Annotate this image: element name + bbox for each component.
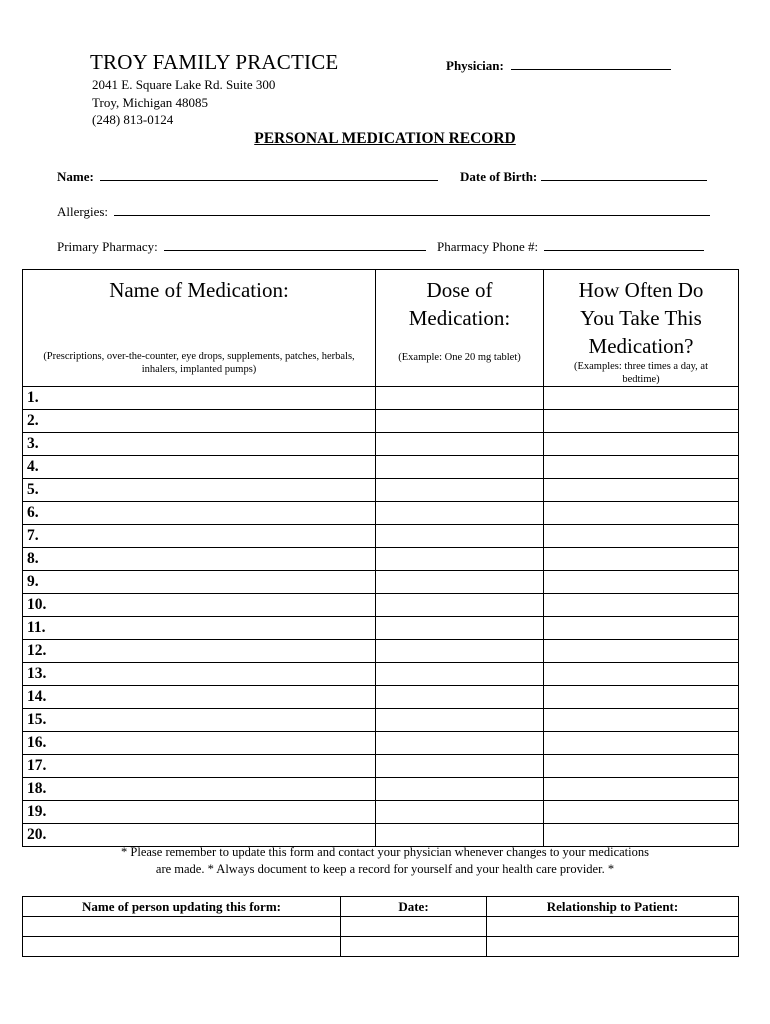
- medication-frequency-cell[interactable]: [544, 548, 739, 571]
- col-dose: [376, 270, 544, 387]
- medication-name-cell[interactable]: 4.: [23, 456, 376, 479]
- col2-title-line2: Medication:: [408, 306, 511, 330]
- dob-label: Date of Birth:: [460, 169, 538, 184]
- medication-frequency-cell[interactable]: [544, 525, 739, 548]
- medication-frequency-cell[interactable]: [544, 617, 739, 640]
- pharmacy-line[interactable]: [164, 239, 426, 251]
- physician-line[interactable]: [511, 58, 671, 70]
- medication-row[interactable]: [23, 571, 739, 594]
- col1-hint: (Prescriptions, over-the-counter, eye drops, supplements, patches, herbals, inhalers, implanted pumps): [43, 351, 355, 375]
- practice-name: TROY FAMILY PRACTICE: [90, 50, 339, 74]
- medication-dose-cell[interactable]: [376, 479, 544, 502]
- medication-row[interactable]: [23, 663, 739, 686]
- dob-field[interactable]: [460, 169, 707, 185]
- medication-dose-cell[interactable]: [376, 410, 544, 433]
- medication-row[interactable]: [23, 387, 739, 410]
- medication-dose-cell[interactable]: [376, 709, 544, 732]
- physician-field[interactable]: [446, 58, 671, 74]
- medication-table: [22, 269, 739, 847]
- medication-name-cell[interactable]: 14.: [23, 686, 376, 709]
- medication-name-cell[interactable]: 19.: [23, 801, 376, 824]
- update-col-date: Date:: [341, 897, 487, 917]
- medication-name-cell[interactable]: 15.: [23, 709, 376, 732]
- medication-row[interactable]: [23, 433, 739, 456]
- medication-name-cell[interactable]: 6.: [23, 502, 376, 525]
- medication-name-cell[interactable]: 9.: [23, 571, 376, 594]
- pharmacy-label: Primary Pharmacy:: [57, 239, 158, 254]
- update-cell-relationship[interactable]: [487, 917, 739, 937]
- medication-row[interactable]: [23, 594, 739, 617]
- pharmacy-phone-field[interactable]: [437, 239, 704, 255]
- medication-name-cell[interactable]: 7.: [23, 525, 376, 548]
- medication-dose-cell[interactable]: [376, 755, 544, 778]
- medication-frequency-cell[interactable]: [544, 387, 739, 410]
- medication-frequency-cell[interactable]: [544, 502, 739, 525]
- pharmacy-phone-label: Pharmacy Phone #:: [437, 239, 539, 254]
- dob-line[interactable]: [541, 169, 707, 181]
- medication-frequency-cell[interactable]: [544, 479, 739, 502]
- col1-title: Name of Medication:: [109, 278, 289, 302]
- medication-dose-cell[interactable]: [376, 571, 544, 594]
- footer-note-line1: * Please remember to update this form and contact your physician whenever changes to your medications: [121, 845, 649, 859]
- col3-title-line3: Medication?: [588, 334, 694, 358]
- medication-row[interactable]: [23, 502, 739, 525]
- update-col-person: Name of person updating this form:: [23, 897, 341, 917]
- medication-row[interactable]: [23, 410, 739, 433]
- medication-name-cell[interactable]: 13.: [23, 663, 376, 686]
- medication-frequency-cell[interactable]: [544, 594, 739, 617]
- medication-row[interactable]: [23, 778, 739, 801]
- allergies-line[interactable]: [114, 204, 710, 216]
- col-frequency: [544, 270, 739, 387]
- medication-row[interactable]: [23, 479, 739, 502]
- update-cell-person[interactable]: [23, 917, 341, 937]
- footer-note: [0, 844, 770, 878]
- medication-name-cell[interactable]: 3.: [23, 433, 376, 456]
- medication-dose-cell[interactable]: [376, 525, 544, 548]
- medication-frequency-cell[interactable]: [544, 801, 739, 824]
- medication-name-cell[interactable]: 2.: [23, 410, 376, 433]
- medication-dose-cell[interactable]: [376, 778, 544, 801]
- physician-label: Physician:: [446, 58, 504, 73]
- medication-dose-cell[interactable]: [376, 801, 544, 824]
- form-title: PERSONAL MEDICATION RECORD: [254, 130, 516, 147]
- address-line2: Troy, Michigan 48085: [92, 95, 209, 110]
- medication-dose-cell[interactable]: [376, 686, 544, 709]
- medication-frequency-cell[interactable]: [544, 732, 739, 755]
- name-line[interactable]: [100, 169, 438, 181]
- medication-frequency-cell[interactable]: [544, 410, 739, 433]
- medication-frequency-cell[interactable]: [544, 709, 739, 732]
- update-col-relationship: Relationship to Patient:: [487, 897, 739, 917]
- medication-dose-cell[interactable]: [376, 387, 544, 410]
- medication-frequency-cell[interactable]: [544, 778, 739, 801]
- update-table-row[interactable]: [23, 917, 739, 937]
- col3-title-line2: You Take This: [580, 306, 702, 330]
- address-line1: 2041 E. Square Lake Rd. Suite 300: [92, 77, 276, 92]
- medication-dose-cell[interactable]: [376, 502, 544, 525]
- medication-name-cell[interactable]: 5.: [23, 479, 376, 502]
- medication-name-cell[interactable]: 11.: [23, 617, 376, 640]
- medication-row[interactable]: [23, 525, 739, 548]
- allergies-label: Allergies:: [57, 204, 109, 219]
- medication-row[interactable]: [23, 801, 739, 824]
- medication-table-header: [23, 270, 739, 387]
- allergies-field[interactable]: [57, 204, 710, 220]
- update-cell-relationship[interactable]: [487, 937, 739, 957]
- medication-frequency-cell[interactable]: [544, 456, 739, 479]
- update-cell-date[interactable]: [341, 937, 487, 957]
- medication-name-cell[interactable]: 20.: [23, 824, 376, 847]
- medication-dose-cell[interactable]: [376, 640, 544, 663]
- medication-row[interactable]: [23, 640, 739, 663]
- medication-dose-cell[interactable]: [376, 663, 544, 686]
- medication-row[interactable]: [23, 709, 739, 732]
- medication-frequency-cell[interactable]: [544, 640, 739, 663]
- col3-title-line1: How Often Do: [578, 278, 704, 302]
- update-table-header: [23, 897, 739, 917]
- medication-dose-cell[interactable]: [376, 732, 544, 755]
- col3-hint: (Examples: three times a day, at bedtime): [573, 361, 709, 385]
- medication-name-cell[interactable]: 17.: [23, 755, 376, 778]
- medication-dose-cell[interactable]: [376, 433, 544, 456]
- update-cell-person[interactable]: [23, 937, 341, 957]
- medication-dose-cell[interactable]: [376, 594, 544, 617]
- update-cell-date[interactable]: [341, 917, 487, 937]
- medication-dose-cell[interactable]: [376, 617, 544, 640]
- update-table-row[interactable]: [23, 937, 739, 957]
- medication-row[interactable]: [23, 548, 739, 571]
- medication-name-cell[interactable]: 10.: [23, 594, 376, 617]
- col2-hint: (Example: One 20 mg tablet): [398, 352, 521, 363]
- medication-name-cell[interactable]: 16.: [23, 732, 376, 755]
- medication-frequency-cell[interactable]: [544, 755, 739, 778]
- medication-frequency-cell[interactable]: [544, 686, 739, 709]
- medication-frequency-cell[interactable]: [544, 663, 739, 686]
- medication-name-cell[interactable]: 18.: [23, 778, 376, 801]
- medication-name-cell[interactable]: 12.: [23, 640, 376, 663]
- pharmacy-phone-line[interactable]: [544, 239, 704, 251]
- col-name-of-medication: [23, 270, 376, 387]
- medication-name-cell[interactable]: 1.: [23, 387, 376, 410]
- medication-dose-cell[interactable]: [376, 456, 544, 479]
- medication-name-cell[interactable]: 8.: [23, 548, 376, 571]
- medication-row[interactable]: [23, 617, 739, 640]
- update-table: [22, 896, 739, 957]
- name-field[interactable]: [57, 169, 438, 185]
- footer-note-line2: are made. * Always document to keep a record for yourself and your health care provider. *: [155, 862, 615, 876]
- medication-frequency-cell[interactable]: [544, 433, 739, 456]
- medication-frequency-cell[interactable]: [544, 571, 739, 594]
- medication-row[interactable]: [23, 686, 739, 709]
- medication-dose-cell[interactable]: [376, 548, 544, 571]
- medication-row[interactable]: [23, 732, 739, 755]
- name-label: Name:: [57, 169, 94, 184]
- practice-phone: (248) 813-0124: [92, 112, 174, 127]
- medication-row[interactable]: [23, 456, 739, 479]
- pharmacy-field[interactable]: [57, 239, 426, 255]
- col2-title-line1: Dose of: [426, 278, 493, 302]
- medication-row[interactable]: [23, 755, 739, 778]
